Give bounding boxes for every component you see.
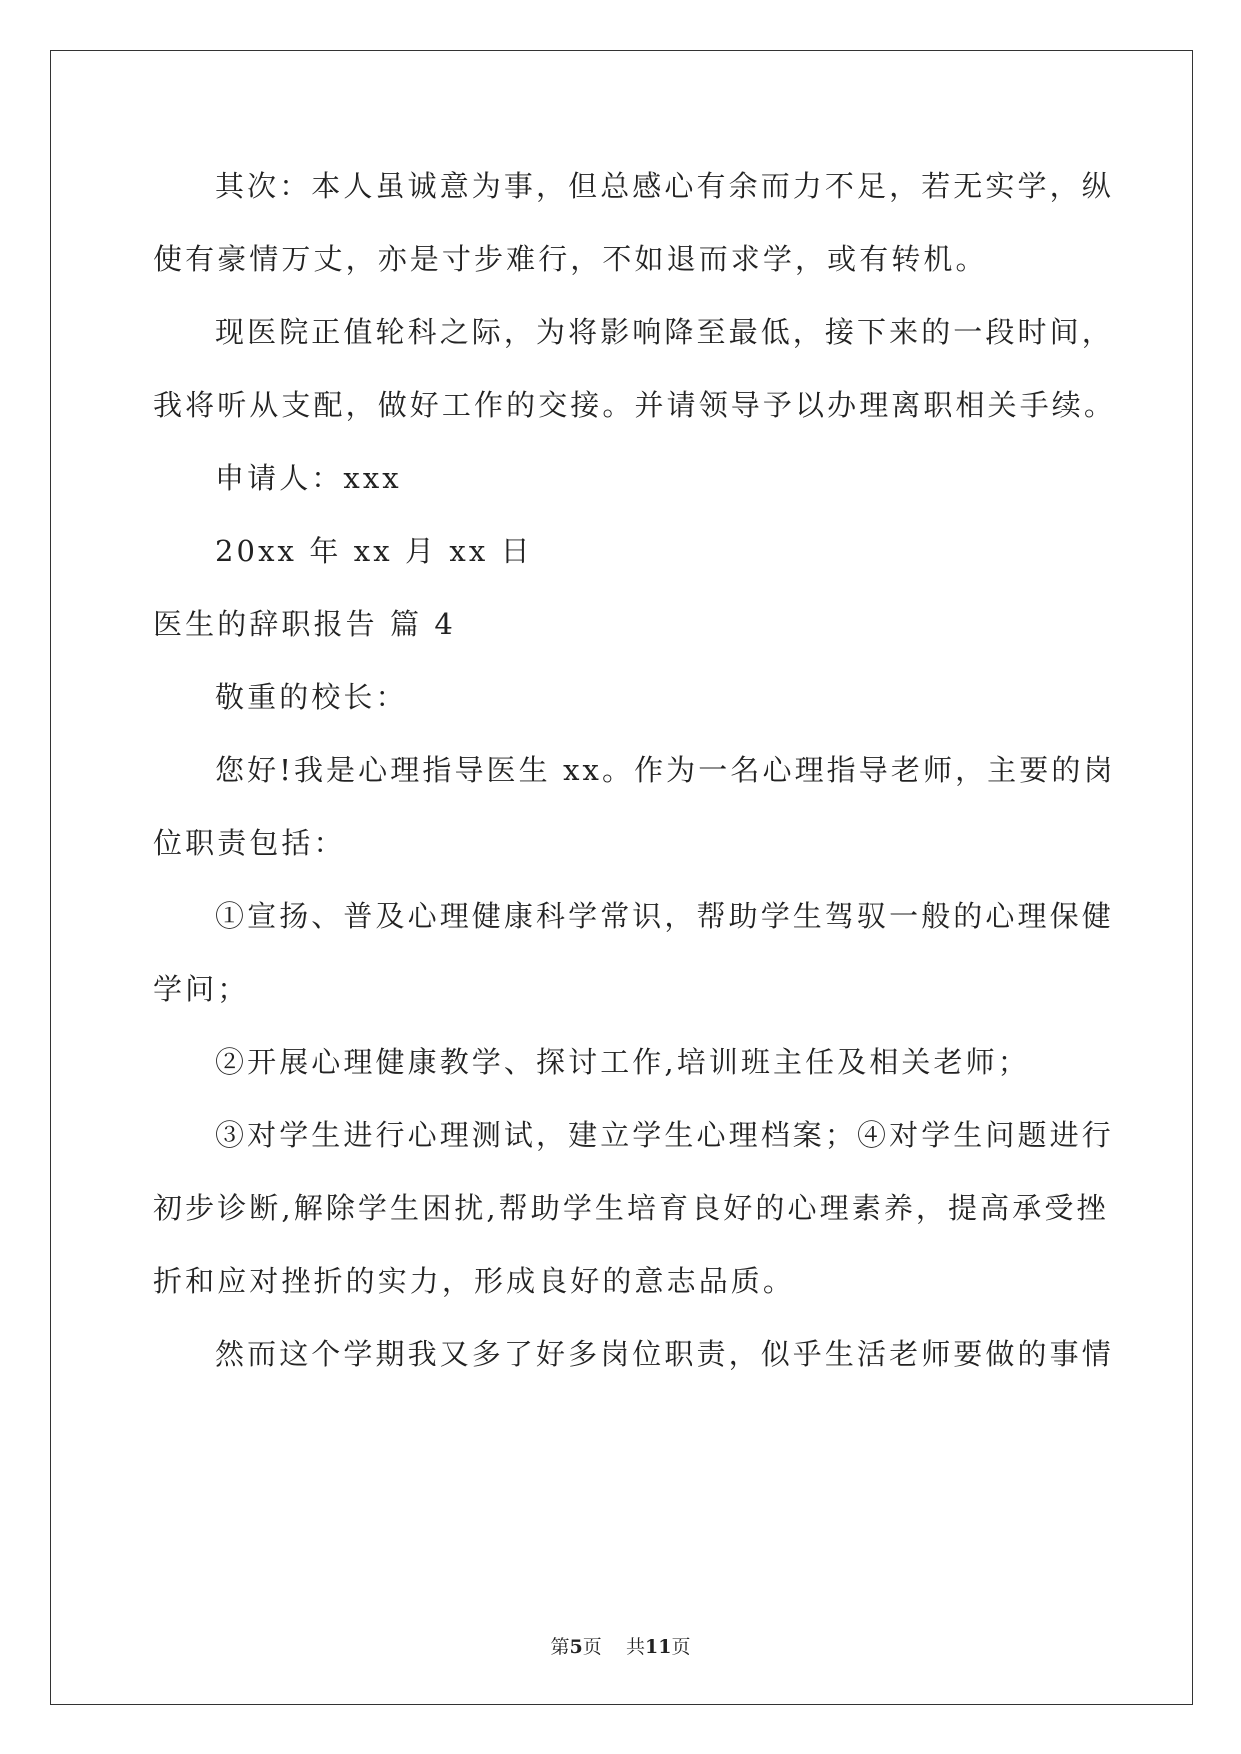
paragraph-line: 学问； xyxy=(153,972,250,1006)
paragraph-line: 初步诊断,解除学生困扰,帮助学生培育良好的心理素养，提高承受挫 xyxy=(153,1191,1109,1225)
paragraph-line: 我将听从支配，做好工作的交接。并请领导予以办理离职相关手续。 xyxy=(153,388,1117,422)
applicant-line: 申请人：xxx xyxy=(215,461,402,495)
paragraph-line: 位职责包括： xyxy=(153,826,346,860)
paragraph-line: ①宣扬、普及心理健康科学常识，帮助学生驾驭一般的心理保健 xyxy=(215,899,1114,933)
paragraph-line: 折和应对挫折的实力，形成良好的意志品质。 xyxy=(153,1264,796,1298)
section-heading: 医生的辞职报告 篇 4 xyxy=(153,607,456,641)
date-line: 20xx 年 xx 月 xx 日 xyxy=(215,534,533,568)
paragraph-line: ②开展心理健康教学、探讨工作,培训班主任及相关老师； xyxy=(215,1045,1030,1079)
total-pages-number: 11 xyxy=(644,1636,672,1658)
footer-prefix: 第 xyxy=(550,1636,570,1658)
footer-page-label: 页 xyxy=(582,1636,602,1658)
footer-total-prefix: 共 xyxy=(625,1636,645,1658)
salutation: 敬重的校长： xyxy=(215,680,408,714)
current-page-number: 5 xyxy=(569,1636,583,1658)
paragraph-line: 其次：本人虽诚意为事，但总感心有余而力不足，若无实学，纵 xyxy=(215,169,1114,203)
page-border xyxy=(50,50,1193,1705)
paragraph-line: 使有豪情万丈，亦是寸步难行，不如退而求学，或有转机。 xyxy=(153,242,988,276)
paragraph-line: ③对学生进行心理测试，建立学生心理档案；④对学生问题进行 xyxy=(215,1118,1114,1152)
page-footer xyxy=(0,1632,1241,1659)
footer-total-label: 页 xyxy=(671,1636,691,1658)
paragraph-line: 现医院正值轮科之际，为将影响降至最低，接下来的一段时间， xyxy=(215,315,1114,349)
paragraph-line: 然而这个学期我又多了好多岗位职责，似乎生活老师要做的事情 xyxy=(215,1337,1114,1371)
paragraph-line: 您好!我是心理指导医生 xx。作为一名心理指导老师，主要的岗 xyxy=(215,753,1116,787)
